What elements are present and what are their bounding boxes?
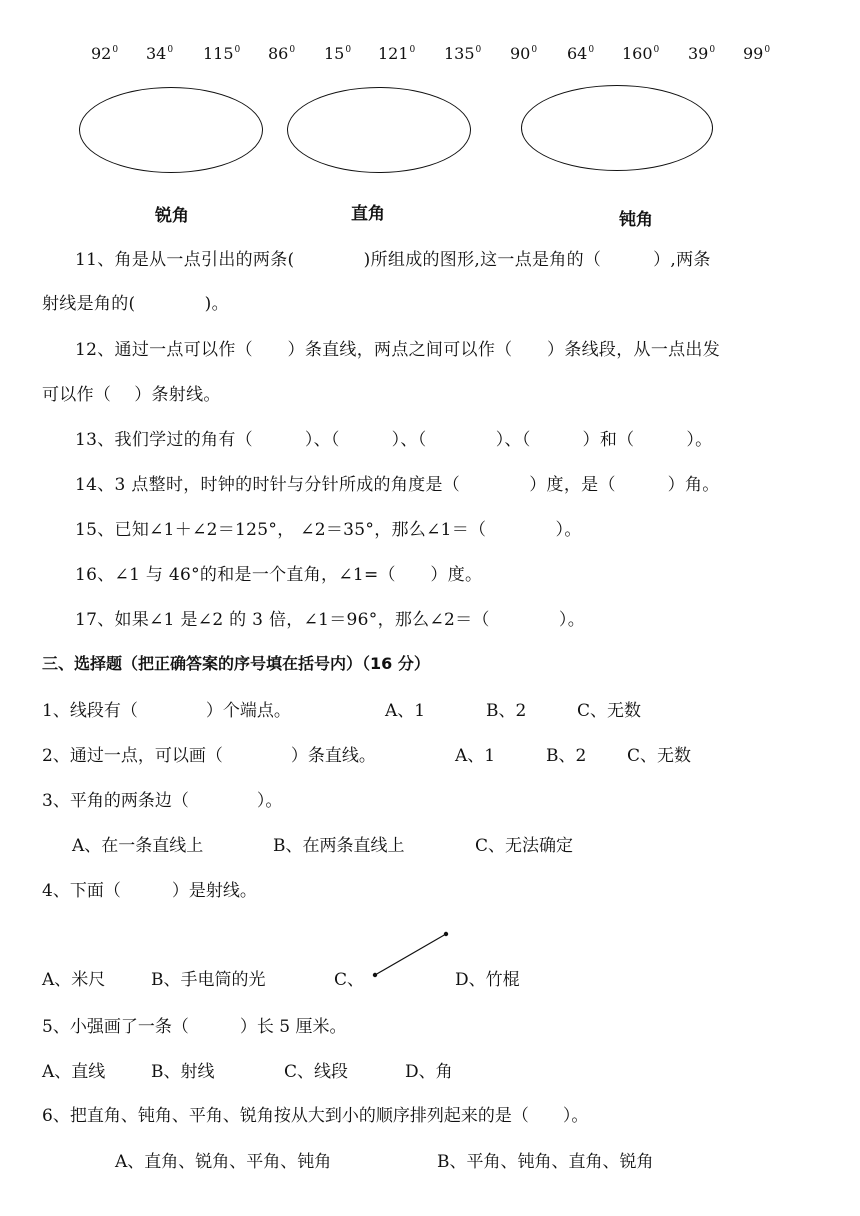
angle-value: $39^0$ <box>688 44 716 63</box>
segment-endpoint <box>373 973 377 977</box>
angle-value: $90^0$ <box>510 44 538 63</box>
question-13: 13、我们学过的角有（ ）、（ ）、（ ）、（ ）和（ ）。 <box>75 430 713 450</box>
angle-value: $99^0$ <box>743 44 771 63</box>
choice-q1-option-a: A、1 <box>385 701 426 721</box>
choice-q5-option-b: B、射线 <box>151 1062 215 1082</box>
choice-q3-option-a: A、在一条直线上 <box>72 836 204 856</box>
choice-q1-option-b: B、2 <box>486 701 527 721</box>
angle-value: $64^0$ <box>567 44 595 63</box>
choice-q6-stem: 6、把直角、钝角、平角、锐角按从大到小的顺序排列起来的是（ ）。 <box>42 1106 589 1126</box>
angle-value: $86^0$ <box>268 44 296 63</box>
choice-q5-option-d: D、角 <box>405 1062 453 1082</box>
question-15: 15、已知∠1＋∠2＝125°， ∠2＝35°，那么∠1＝（ ）。 <box>75 520 582 540</box>
choice-q2-option-b: B、2 <box>546 746 587 766</box>
angle-value: $34^0$ <box>146 44 174 63</box>
choice-q3-option-b: B、在两条直线上 <box>273 836 405 856</box>
angle-value: $135^0$ <box>444 44 482 63</box>
question-14: 14、3 点整时，时钟的时针与分针所成的角度是（ ）度，是（ ）角。 <box>75 475 720 495</box>
choice-q4-option-b: B、手电筒的光 <box>151 970 266 990</box>
obtuse-label: 钝角 <box>619 210 653 230</box>
question-12-line2: 可以作（ ）条射线。 <box>42 385 221 405</box>
angle-value: $121^0$ <box>378 44 416 63</box>
choice-q2-option-a: A、1 <box>455 746 496 766</box>
question-12-line1: 12、通过一点可以作（ ）条直线，两点之间可以作（ ）条线段，从一点出发 <box>75 340 721 360</box>
question-11-line2: 射线是角的( )。 <box>42 294 229 314</box>
angle-value: $115^0$ <box>203 44 241 63</box>
choice-q3-option-c: C、无法确定 <box>475 836 574 856</box>
question-17: 17、如果∠1 是∠2 的 3 倍，∠1＝96°，那么∠2＝（ ）。 <box>75 610 586 630</box>
choice-q5-option-c: C、线段 <box>284 1062 349 1082</box>
angle-values-row <box>0 44 860 68</box>
question-11-line1: 11、角是从一点引出的两条( )所组成的图形,这一点是角的（ ）,两条 <box>75 250 711 270</box>
choice-q4-option-d: D、竹棍 <box>455 970 520 990</box>
acute-sort-ellipse[interactable] <box>79 87 263 173</box>
choice-q2-option-c: C、无数 <box>627 746 692 766</box>
angle-value: $92^0$ <box>91 44 119 63</box>
choice-q5-option-a: A、直线 <box>42 1062 106 1082</box>
choice-q4-option-a: A、米尺 <box>42 970 106 990</box>
question-16: 16、∠1 与 46°的和是一个直角，∠1=（ ）度。 <box>75 565 483 585</box>
acute-label: 锐角 <box>155 206 189 226</box>
angle-value: $160^0$ <box>622 44 660 63</box>
choice-q4-option-c: C、 <box>334 970 365 990</box>
choice-q2-stem: 2、通过一点，可以画（ ）条直线。 <box>42 746 376 766</box>
segment-line <box>375 934 446 975</box>
obtuse-sort-ellipse[interactable] <box>521 85 713 171</box>
choice-q3-stem: 3、平角的两条边（ ）。 <box>42 791 283 811</box>
choice-q6-option-b: B、平角、钝角、直角、锐角 <box>437 1152 654 1172</box>
right-label: 直角 <box>351 204 385 224</box>
ray-segment-figure <box>366 926 456 986</box>
segment-endpoint <box>444 932 448 936</box>
choice-q6-option-a: A、直角、锐角、平角、钝角 <box>115 1152 332 1172</box>
angle-value: $15^0$ <box>324 44 352 63</box>
choice-q1-stem: 1、线段有（ ）个端点。 <box>42 701 291 721</box>
section-title: 三、选择题（把正确答案的序号填在括号内）（16 分） <box>42 654 430 673</box>
choice-q1-option-c: C、无数 <box>577 701 642 721</box>
choice-q5-stem: 5、小强画了一条（ ）长 5 厘米。 <box>42 1017 347 1037</box>
choice-q4-stem: 4、下面（ ）是射线。 <box>42 881 257 901</box>
right-sort-ellipse[interactable] <box>287 87 471 173</box>
